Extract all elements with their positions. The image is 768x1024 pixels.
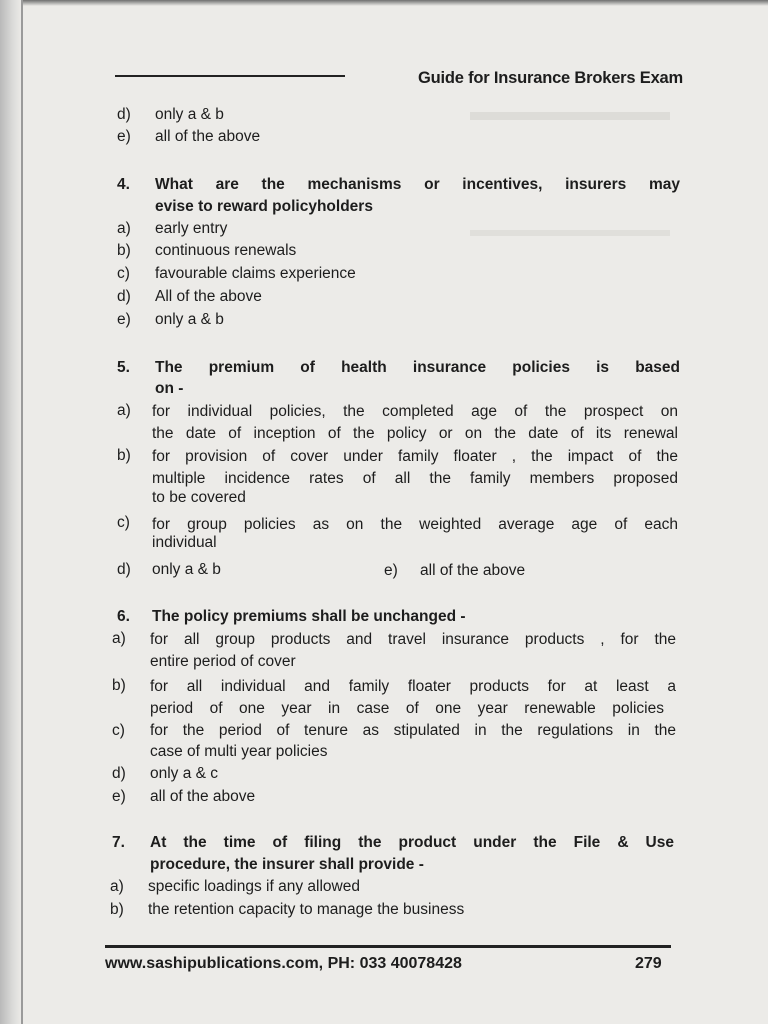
option-text: for the period of tenure as stipulated in the regulations in the xyxy=(150,722,676,739)
question-text: The policy premiums shall be unchanged - xyxy=(152,608,466,625)
option-text: only a & b xyxy=(155,106,224,123)
page-binding-shadow xyxy=(0,0,22,1024)
option-text: case of multi year policies xyxy=(150,743,328,760)
question-text: At the time of filing the product under the File & Use xyxy=(150,834,674,851)
question-text: procedure, the insurer shall provide - xyxy=(150,856,424,873)
option-text: for individual policies, the completed age of the prospect on xyxy=(152,403,678,420)
option-text: for group policies as on the weighted average age of each xyxy=(152,516,678,533)
option-label: c) xyxy=(117,265,130,282)
option-text: for provision of cover under family floater , the impact of the xyxy=(152,448,678,465)
question-text: evise to reward policyholders xyxy=(155,198,373,215)
option-label: b) xyxy=(110,901,124,918)
option-label: d) xyxy=(117,561,131,578)
page-edge xyxy=(21,0,23,1024)
option-label: e) xyxy=(117,128,131,145)
option-text: multiple incidence rates of all the family members proposed xyxy=(152,470,678,487)
option-text: for all group products and travel insurance products , for the xyxy=(150,631,676,648)
page-header-title: Guide for Insurance Brokers Exam xyxy=(417,69,683,87)
bleed-through xyxy=(470,230,670,236)
option-text: individual xyxy=(152,534,217,551)
option-label: c) xyxy=(117,514,130,531)
option-label: b) xyxy=(117,447,131,464)
question-number: 4. xyxy=(117,176,130,193)
option-text: specific loadings if any allowed xyxy=(148,878,360,895)
option-label: e) xyxy=(384,562,398,579)
question-number: 7. xyxy=(112,834,125,851)
option-text: all of the above xyxy=(155,128,261,145)
option-label: a) xyxy=(117,402,131,419)
option-label: a) xyxy=(110,878,124,895)
option-label: d) xyxy=(117,288,131,305)
option-text: All of the above xyxy=(155,288,262,305)
option-text: all of the above xyxy=(150,788,256,805)
option-text: the retention capacity to manage the business xyxy=(148,901,465,918)
option-text: for all individual and family floater products for at least a xyxy=(150,678,676,695)
option-text: all of the above xyxy=(420,562,526,579)
option-label: d) xyxy=(112,765,126,782)
option-text: the date of inception of the policy or on the date of its renewal xyxy=(152,425,678,442)
option-text: continuous renewals xyxy=(155,242,297,259)
bleed-through xyxy=(470,112,670,120)
option-label: e) xyxy=(117,311,131,328)
option-text: to be covered xyxy=(152,489,246,506)
page-top-shadow xyxy=(0,0,768,6)
question-text: What are the mechanisms or incentives, insurers may xyxy=(155,176,680,193)
option-text: only a & b xyxy=(152,561,221,578)
page-number: 279 xyxy=(635,955,662,972)
option-label: e) xyxy=(112,788,126,805)
question-number: 5. xyxy=(117,359,130,376)
option-text: entire period of cover xyxy=(150,653,296,670)
option-text: only a & b xyxy=(155,311,224,328)
option-label: d) xyxy=(117,106,131,123)
header-rule xyxy=(115,75,345,77)
footer-rule xyxy=(105,945,671,948)
option-text: favourable claims experience xyxy=(155,265,356,282)
question-text: on - xyxy=(155,380,184,397)
option-text: only a & c xyxy=(150,765,219,782)
option-label: c) xyxy=(112,722,125,739)
option-label: a) xyxy=(117,220,131,237)
footer-website: www.sashipublications.com, PH: 033 40078428 xyxy=(105,955,462,972)
question-text: The premium of health insurance policies is based xyxy=(155,359,680,376)
question-number: 6. xyxy=(117,608,130,625)
option-text: period of one year in case of one year renewable policies xyxy=(150,700,664,717)
option-label: b) xyxy=(117,242,131,259)
option-label: a) xyxy=(112,630,126,647)
option-label: b) xyxy=(112,677,126,694)
option-text: early entry xyxy=(155,220,228,237)
